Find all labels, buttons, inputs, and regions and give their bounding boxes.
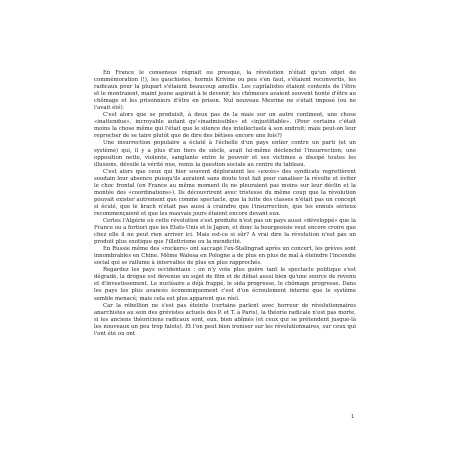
paragraph-1: En France le consensus régnait ou presque, la révolution n'était qu'un objet de commémoration (!), les gauchistes, hormis Krivine ou peu s'en faut, s'étaient reconvertis, les radicaux pour la plupart s'étaient beaucoup amollis. Les capitalistes étaient contents de l'être et le montraient, maint jeune aspirait à le devenir, les chômeurs avaient souvent honte d'être au chômage et les prisonniers d'être en prison. Nul nouveau Mesrine ne s'était imposé (ou ne l'avait été). <box>94 70 356 112</box>
paragraph-5: Certes l'Algérie où cette révolution s'est produite n'est pas un pays aussi «développé» que la France ou a fortiori que les Etats-Unis et le Japon, et donc la bourgeoisie veut encore croire que chez elle il ne peut rien arriver ici. Mais est-ce si sûr? A vrai dire la révolution n'est pas un produit plus exotique que l'illettrisme ou la mendicité. <box>94 217 356 246</box>
paragraph-7: Regardez les pays occidentaux : on n'y vote plus guère tant le spectacle politique s'est dégradé, la drogue est devenue un sujet de film et de débat aussi bien qu'une source de revenu et d'investissement. Le nucléaire a déjà frappé, le sida progresse, le chômage progresse. Dans les pays les plus avancés économiquement c'est d'un écroulement interne que le système semble menacé; mais cela est plus apparent que réel. <box>94 267 356 302</box>
text-column <box>94 70 356 338</box>
paragraph-4: C'est alors que ceux qui hier souvent déploraient les «excès» des syndicats regrettèrent soudain leur absence puisqu'ils auraient sans doute tout fait pour canaliser la révolte et éviter le choc frontal (en France au même moment ils ne pleuraient pas moins sur leur déclin et la montée des «coordinations»). Ils découvrirent avec tristesse du même coup que la révolution pouvait exister autrement que comme spectacle, que la lutte des classes n'était pas un concept si éculé, que le krach n'était pas aussi à craindre que l'insurrection, que les ennuis sérieux recommençaient et que les mauvais jours étaient encore devant eux. <box>94 168 356 217</box>
paragraph-3: Une insurrection populaire a éclaté à l'échelle d'un pays entier contre un parti (et un système) qui, il y a plus d'un tiers de siècle, avait lui-même déclenché l'insurrection; une opposition nette, violente, sanglante entre le pouvoir et ses victimes a dissipé toutes les illusions, dévoilé la vérité nue, remis la question sociale au centre du tableau. <box>94 140 356 168</box>
paragraph-2: C'est alors que se produisit, à deux pas de la mais sur un autre continent, une chose «inattendue», incroyable autant qu'«inadmissible» et «injustifiable». (Pour certains c'était moins la chose même qui l'était que le silence des intellectuels à son endroit; mais peut-on leur reprocher de se taire plutôt que de dire des bêtises encore une fois?) <box>94 112 356 140</box>
paragraph-8: Car la rébellion ne s'est pas éteinte (certains parlent avec horreur de révolutionnaires anarchistes au sein des grévistes actuels des P. et T. à Paris), la théorie radicale n'est pas morte, si les anciens théoriciens radicaux sont, eux, bien abîmés (et ceux qui se prétendent jusque-là les nouveaux un peu trop falots). Et l'on peut bien ironiser sur les révolutionnaires, sur ceux qui l'ont été ou ont <box>94 302 356 337</box>
paragraph-6: En Russie même des «rockers» ont saccagé l'ex-Stalingrad après un concert, les grèves sont innombrables en Chine. Même Walesa en Pologne a de plus en plus de mal à éteindre l'incendie social qui se rallume à intervalles de plus en plus rapprochés. <box>94 246 356 267</box>
page-number: 1 <box>351 414 355 420</box>
